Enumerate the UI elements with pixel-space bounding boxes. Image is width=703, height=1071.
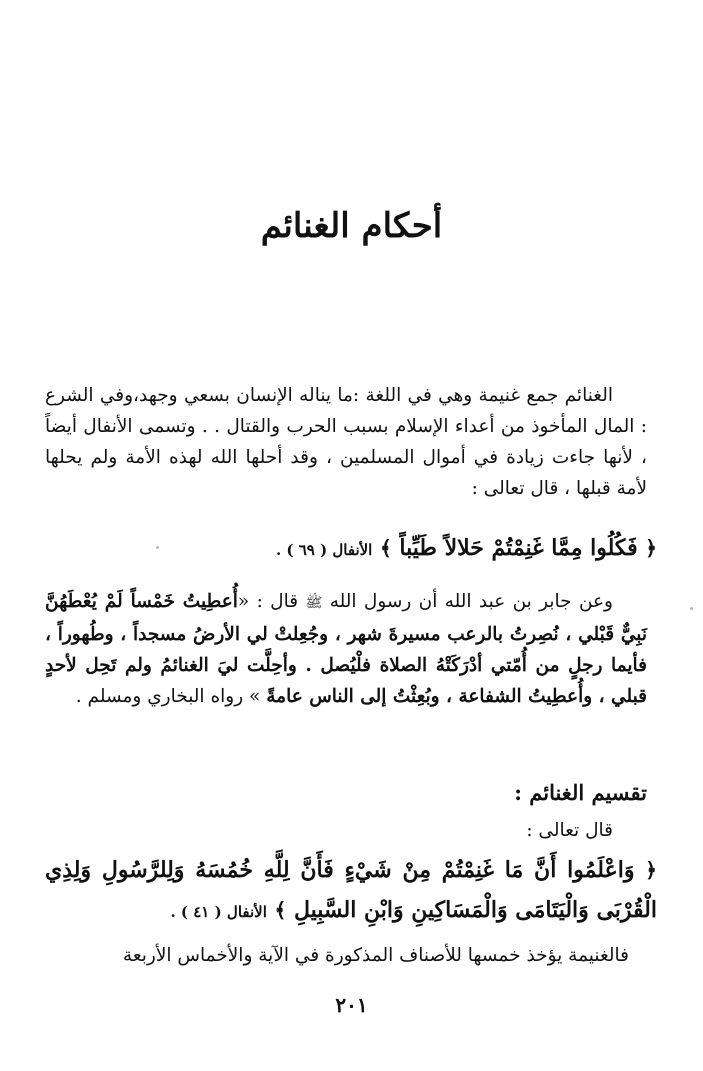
verse-text: وَاعْلَمُوا أَنَّ مَا غَنِمْتُمْ مِنْ شَيْءٍ فَأَنَّ لِلَّهِ خُمُسَهُ وَلِلرَّسُولِ وَلِذِي الْقُرْبَى وَالْيَتَامَى وَالْمَسَاكِينِ وَابْنِ السَّبِيلِ [45,857,657,923]
verse-reference: الأنفال ( ٦٩ ) . [275,541,373,559]
chapter-title: أحكام الغنائم [260,206,443,246]
conclusion-paragraph: فالغنيمة يؤخذ خمسها للأصناف المذكورة في الآية والأخماس الأربعة [122,945,629,966]
hadith-source: رواه البخاري ومسلم . [75,686,244,707]
quran-verse-anfal-41 [45,850,657,932]
definition-paragraph: الغنائم جمع غنيمة وهي في اللغة :ما يناله الإنسان بسعي وجهد،وفي الشرع : المال المأخوذ من أعداء الإسلام بسبب الحرب والقتال . . وتسمى الأنفال أيضاً ، لأنها جاءت زيادة في أموال المسلمين ، وقد أحلها الله لهذه الأمة ولم يحلها لأمة قبلها ، قال تعالى : [45,385,647,499]
hadith-paragraph [45,586,647,712]
salla-glyph: ﷺ [305,595,323,611]
hadith-text: أُعطِيتُ خَمْساً لَمْ يُعْطَهُنَّ نَبِيٌّ قَبْلي ، نُصِرتُ بالرعب مسيرةَ شهر ، وجُعِلتْ لي الأرضُ مسجداً ، وطُهوراً ، فأيما رجلٍ من أُمّتي أدْرَكَتْهُ الصلاة فلْيُصل . وأحِلَّت ليَ الغنائمُ ولم تَحِل لأحدٍ قبلي ، وأُعطِيتُ الشفاعة ، وبُعِثْتُ إلى الناس عامةً [45,591,647,707]
verse-open-brace: ﴿ [645,536,657,560]
hadith-said: قال : « [237,591,299,612]
verse-reference: الأنفال ( ٤١ ) . [170,903,267,921]
verse-text: فَكُلُوا مِمَّا غَنِمْتُمْ حَلالاً طَيِّباً [399,535,638,561]
scan-speck [690,607,693,610]
verse-close-brace: ﴾ [380,536,392,560]
page-number: ٢٠١ [335,993,368,1017]
hadith-intro: وعن جابر بن عبد الله أن رسول الله [329,591,613,612]
verse-close-brace: ﴾ [274,898,287,922]
verse-intro-line: قال تعالى : [526,820,613,841]
verse-open-brace: ﴿ [645,858,657,882]
section-heading: تقسيم الغنائم : [514,780,647,805]
hadith-close-quote: » [249,686,261,707]
scan-speck [156,546,159,549]
quran-verse-anfal-69 [45,528,657,570]
